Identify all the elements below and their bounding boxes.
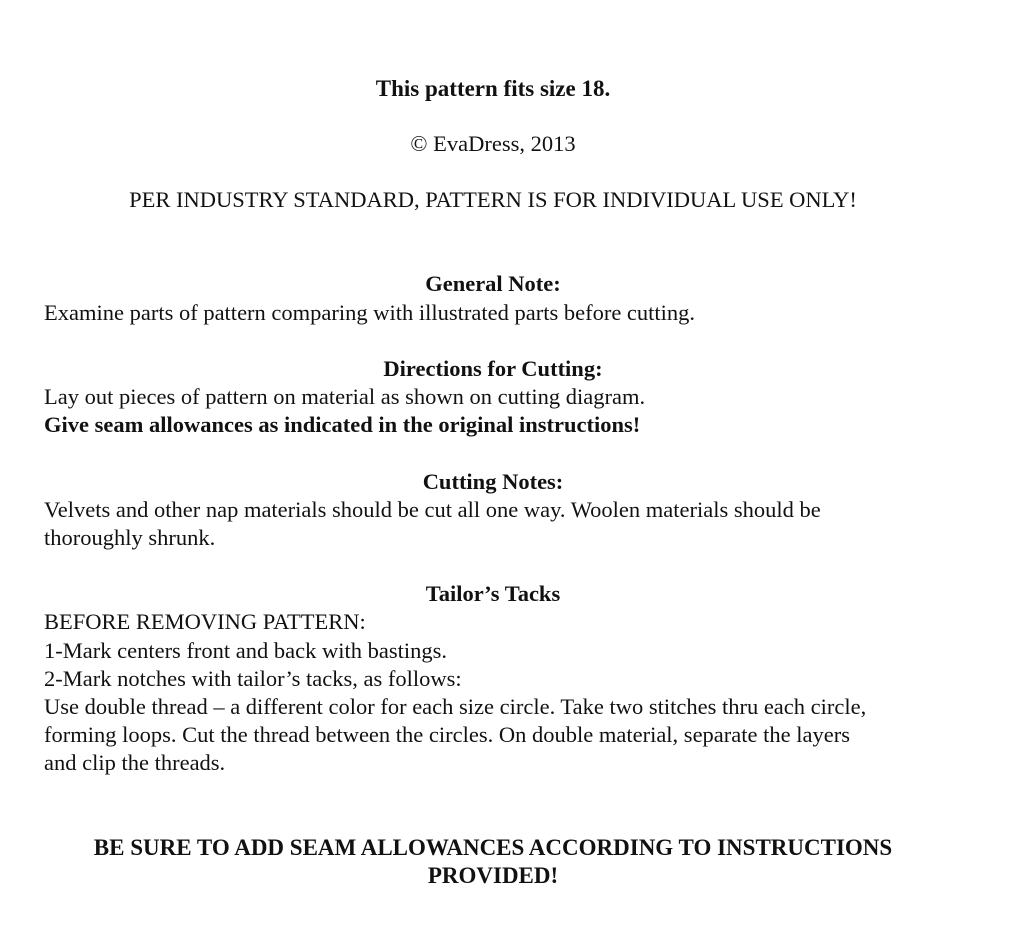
general-note-line: Examine parts of pattern comparing with illustrated parts before cutting. [44,300,696,325]
closing-warning-line: BE SURE TO ADD SEAM ALLOWANCES ACCORDING TO INSTRUCTIONS [93,835,893,860]
directions-heading: Directions for Cutting: [383,356,603,381]
seam-allowance-emphasis: Give seam allowances as indicated in the original instructions! [44,412,641,437]
directions-line: Lay out pieces of pattern on material as shown on cutting diagram. [44,384,646,409]
tailors-tacks-line: 2-Mark notches with tailor’s tacks, as follows: [44,666,462,691]
cutting-notes-line: Velvets and other nap materials should be cut all one way. Woolen materials should be [44,497,821,522]
tailors-tacks-line: forming loops. Cut the thread between the circles. On double material, separate the layers [44,722,850,747]
usage-notice: PER INDUSTRY STANDARD, PATTERN IS FOR INDIVIDUAL USE ONLY! [129,187,857,212]
tailors-tacks-line: BEFORE REMOVING PATTERN: [44,609,366,634]
closing-warning-line: PROVIDED! [427,863,559,888]
tailors-tacks-line: and clip the threads. [44,750,226,775]
tailors-tacks-heading: Tailor’s Tacks [425,581,561,606]
pattern-size-line: This pattern fits size 18. [375,76,611,101]
tailors-tacks-line: 1-Mark centers front and back with bastings. [44,638,448,663]
copyright-line: © EvaDress, 2013 [410,131,576,156]
cutting-notes-heading: Cutting Notes: [422,469,564,494]
cutting-notes-line: thoroughly shrunk. [44,525,216,550]
tailors-tacks-line: Use double thread – a different color for each size circle. Take two stitches thru each circle, [44,694,867,719]
general-note-heading: General Note: [425,271,561,296]
